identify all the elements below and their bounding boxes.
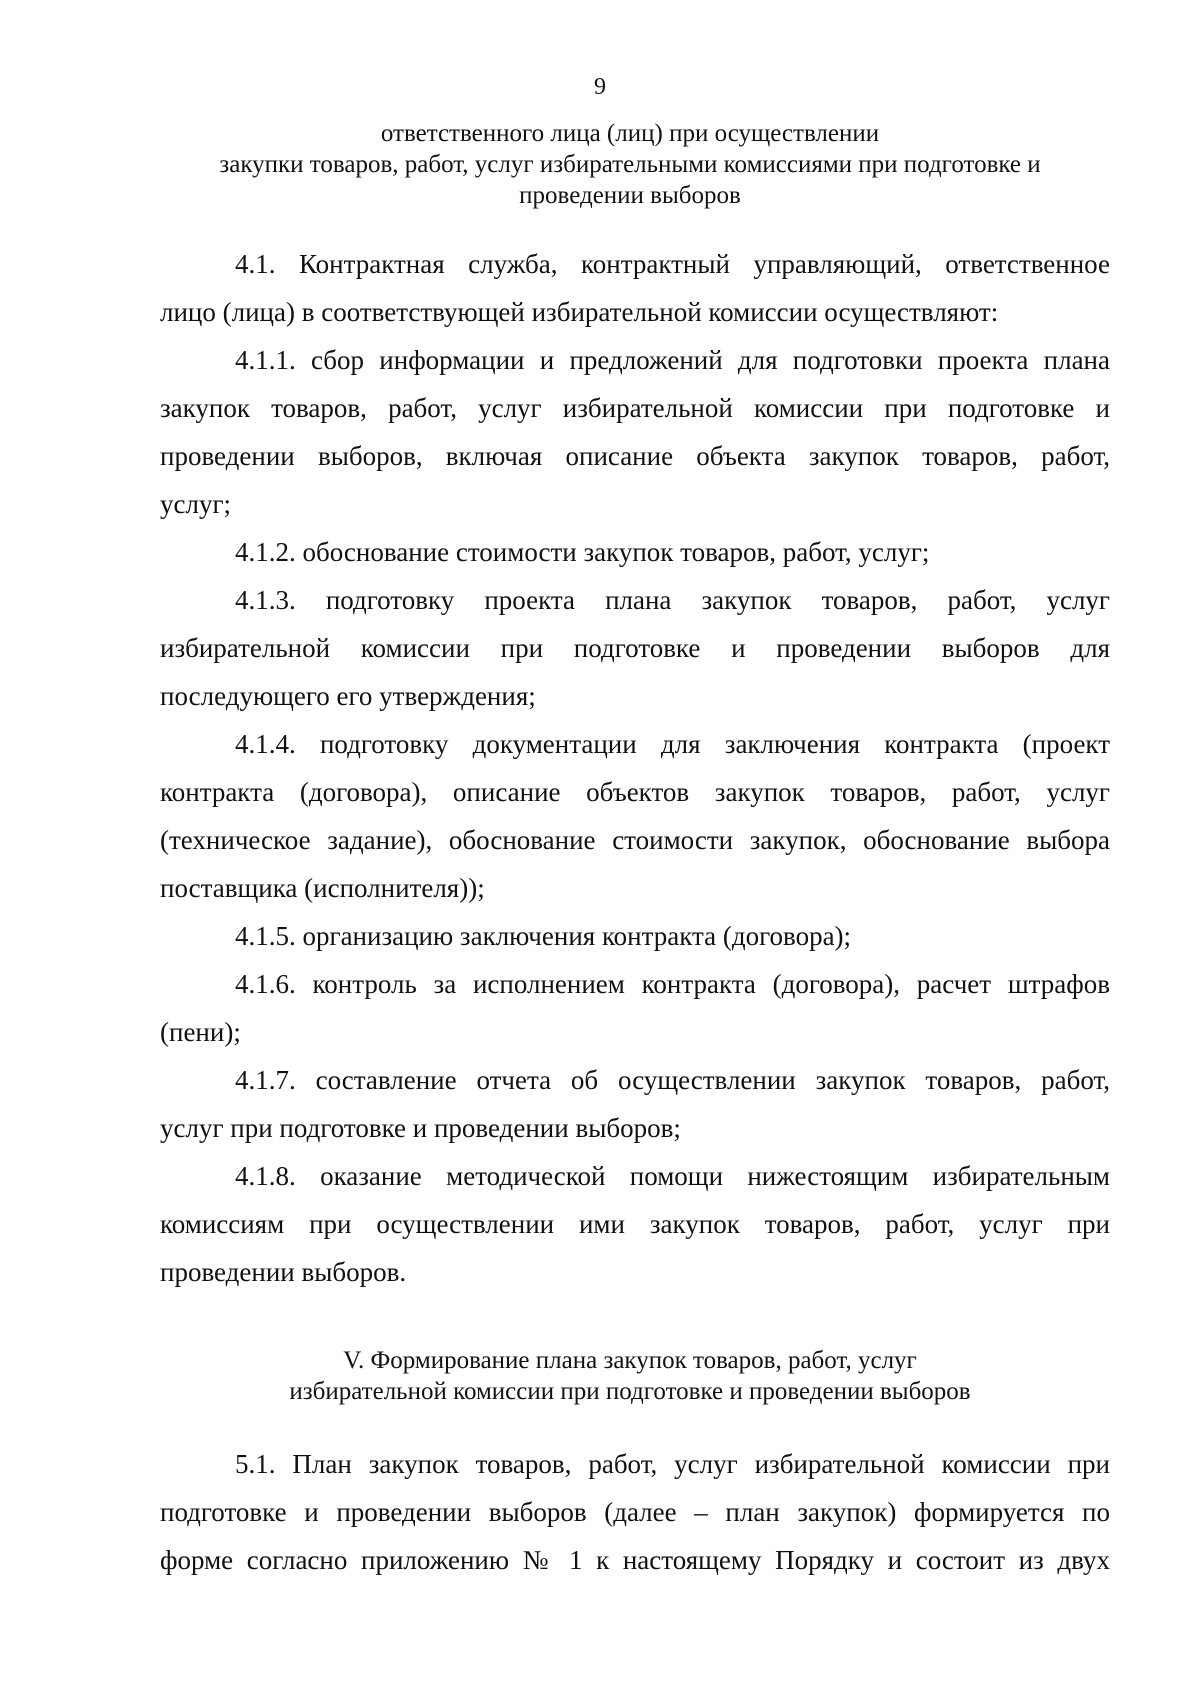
- paragraph-line: проведении выборов, включая описание объекта закупок товаров, работ,: [160, 441, 1110, 471]
- paragraph-line: 4.1.4. подготовку документации для заключения контракта (проект: [235, 729, 1110, 759]
- paragraph-4-1-2: [160, 528, 1110, 576]
- paragraph-line: 4.1.8. оказание методической помощи нижестоящим избирательным: [235, 1161, 1110, 1191]
- paragraph-line: 4.1.6. контроль за исполнением контракта (договора), расчет штрафов: [235, 969, 1110, 999]
- heading-line: избирательной комиссии при подготовке и проведении выборов: [289, 1378, 971, 1405]
- paragraph-line: 4.1.7. составление отчета об осуществлении закупок товаров, работ,: [235, 1065, 1110, 1095]
- paragraph-4-1-1: [160, 336, 1110, 528]
- paragraph-5-1: [160, 1440, 1110, 1584]
- paragraph-4-1-7: [160, 1056, 1110, 1152]
- heading-line: ответственного лица (лиц) при осуществлении: [380, 120, 880, 147]
- heading-line: закупки товаров, работ, услуг избирательными комиссиями при подготовке и: [219, 151, 1041, 178]
- paragraph-line: форме согласно приложению № 1 к настоящему Порядку и состоит из двух: [160, 1545, 1110, 1575]
- paragraph-line: услуг;: [160, 489, 232, 519]
- paragraph-4-1-8: [160, 1152, 1110, 1296]
- paragraph-4-1-4: [160, 720, 1110, 912]
- paragraph-line: 5.1. План закупок товаров, работ, услуг избирательной комиссии при: [235, 1449, 1110, 1479]
- paragraph-line: проведении выборов.: [160, 1257, 407, 1287]
- paragraph-line: контракта (договора), описание объектов закупок товаров, работ, услуг: [160, 777, 1110, 807]
- paragraph-line: последующего его утверждения;: [160, 681, 536, 711]
- page-number: 9: [594, 74, 606, 100]
- paragraph-4-1-3: [160, 576, 1110, 720]
- paragraph-line: комиссиям при осуществлении ими закупок товаров, работ, услуг при: [160, 1209, 1110, 1239]
- section-heading-v: [150, 1345, 1110, 1407]
- paragraph-line: 4.1.5. организацию заключения контракта (договора);: [235, 921, 852, 951]
- paragraph-4-1-6: [160, 960, 1110, 1056]
- paragraph-line: лицо (лица) в соответствующей избирательной комиссии осуществляют:: [160, 297, 999, 327]
- section-heading-continuation: [150, 118, 1110, 211]
- paragraph-line: (пени);: [160, 1017, 241, 1047]
- paragraph-4-1: [160, 240, 1110, 336]
- paragraph-line: избирательной комиссии при подготовке и проведении выборов для: [160, 633, 1110, 663]
- paragraph-line: услуг при подготовке и проведении выборов;: [160, 1113, 681, 1143]
- paragraph-line: поставщика (исполнителя));: [160, 873, 485, 903]
- paragraph-line: закупок товаров, работ, услуг избирательной комиссии при подготовке и: [160, 393, 1110, 423]
- paragraph-line: 4.1.1. сбор информации и предложений для подготовки проекта плана: [235, 345, 1110, 375]
- paragraph-line: 4.1.2. обоснование стоимости закупок товаров, работ, услуг;: [235, 537, 930, 567]
- paragraph-line: 4.1. Контрактная служба, контрактный управляющий, ответственное: [235, 249, 1110, 279]
- heading-line: V. Формирование плана закупок товаров, работ, услуг: [343, 1347, 917, 1374]
- heading-line: проведении выборов: [519, 182, 741, 209]
- paragraph-line: 4.1.3. подготовку проекта плана закупок товаров, работ, услуг: [235, 585, 1110, 615]
- paragraph-line: подготовке и проведении выборов (далее – план закупок) формируется по: [160, 1497, 1110, 1527]
- paragraph-line: (техническое задание), обоснование стоимости закупок, обоснование выбора: [160, 825, 1110, 855]
- paragraph-4-1-5: [160, 912, 1110, 960]
